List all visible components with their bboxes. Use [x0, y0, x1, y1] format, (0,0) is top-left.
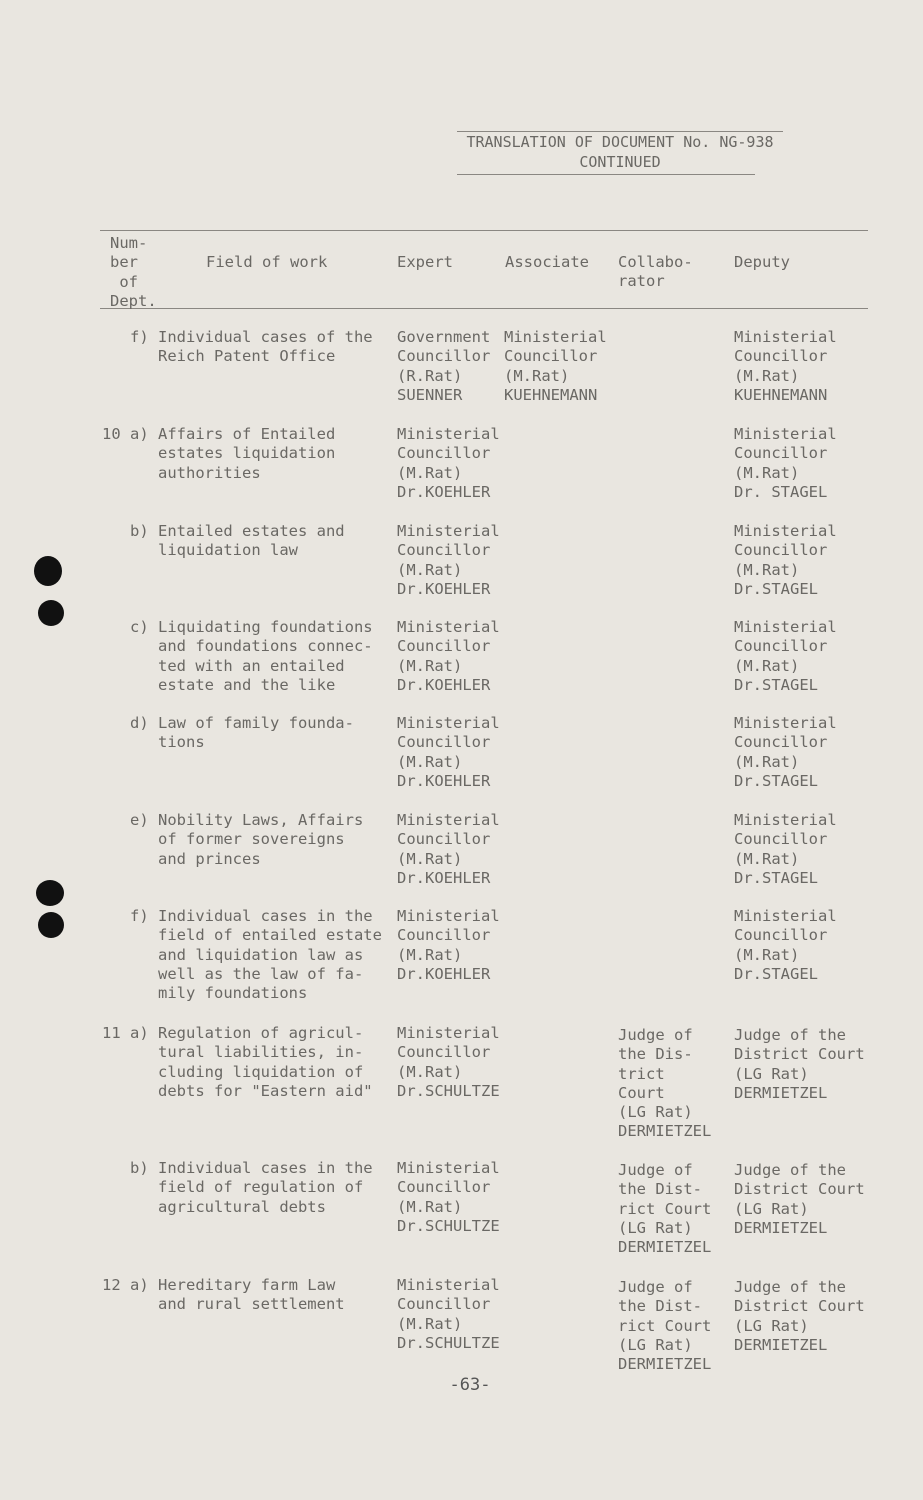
table-rule-top — [100, 230, 868, 231]
row-number: 11 a) — [102, 1024, 149, 1042]
row-field: Hereditary farm Law and rural settlement — [158, 1276, 345, 1314]
row-number: d) — [130, 714, 149, 732]
row-deputy: Ministerial Councillor (M.Rat) Dr. STAGEL — [734, 425, 837, 501]
row-number: e) — [130, 811, 149, 829]
row-collaborator: Judge of the Dist- rict Court (LG Rat) DERMIETZEL — [618, 1161, 712, 1257]
row-deputy: Ministerial Councillor (M.Rat) Dr.STAGEL — [734, 618, 837, 694]
row-collaborator: Judge of the Dis- trict Court (LG Rat) DERMIETZEL — [618, 1026, 712, 1141]
row-expert: Ministerial Councillor (M.Rat) Dr.SCHULTZE — [397, 1276, 500, 1352]
row-field: Individual cases in the field of entailed estate and liquidation law as well as the law of fa- mily foundations — [158, 907, 382, 1003]
row-expert: Ministerial Councillor (M.Rat) Dr.SCHULTZE — [397, 1024, 500, 1100]
punch-hole — [38, 600, 64, 626]
row-number: b) — [130, 522, 149, 540]
row-deputy: Judge of the District Court (LG Rat) DERMIETZEL — [734, 1278, 865, 1354]
row-expert: Government Councillor (R.Rat) SUENNER — [397, 328, 491, 404]
punch-hole — [36, 880, 64, 906]
row-number: f) — [130, 907, 149, 925]
row-deputy: Judge of the District Court (LG Rat) DERMIETZEL — [734, 1026, 865, 1102]
row-collaborator: Judge of the Dist- rict Court (LG Rat) DERMIETZEL — [618, 1278, 712, 1374]
row-deputy: Ministerial Councillor (M.Rat) Dr.STAGEL — [734, 522, 837, 598]
row-field: Individual cases in the field of regulation of agricultural debts — [158, 1159, 373, 1216]
row-field: Liquidating foundations and foundations connec- ted with an entailed estate and the like — [158, 618, 373, 694]
row-associate: Ministerial Councillor (M.Rat) KUEHNEMANN — [504, 328, 607, 404]
punch-hole — [38, 912, 64, 938]
row-number: b) — [130, 1159, 149, 1177]
row-expert: Ministerial Councillor (M.Rat) Dr.KOEHLER — [397, 714, 500, 790]
row-field: Affairs of Entailed estates liquidation authorities — [158, 425, 336, 482]
column-associate: Associate — [505, 253, 589, 271]
row-deputy: Judge of the District Court (LG Rat) DERMIETZEL — [734, 1161, 865, 1237]
column-expert: Expert — [397, 253, 453, 271]
row-deputy: Ministerial Councillor (M.Rat) Dr.STAGEL — [734, 907, 837, 983]
row-deputy: Ministerial Councillor (M.Rat) Dr.STAGEL — [734, 714, 837, 790]
column-num-dept: Num- ber of Dept. — [110, 234, 157, 310]
row-field: Law of family founda- tions — [158, 714, 354, 752]
row-field: Nobility Laws, Affairs of former sovereigns and princes — [158, 811, 364, 868]
page-number: -63- — [449, 1375, 491, 1395]
header-rule-bottom — [457, 174, 755, 175]
column-deputy: Deputy — [734, 253, 790, 271]
row-number: 10 a) — [102, 425, 149, 443]
row-number: c) — [130, 618, 149, 636]
row-field: Entailed estates and liquidation law — [158, 522, 345, 560]
row-expert: Ministerial Councillor (M.Rat) Dr.KOEHLER — [397, 811, 500, 887]
row-number: 12 a) — [102, 1276, 149, 1294]
row-expert: Ministerial Councillor (M.Rat) Dr.KOEHLER — [397, 425, 500, 501]
header-subtitle: CONTINUED — [579, 153, 661, 171]
row-expert: Ministerial Councillor (M.Rat) Dr.KOEHLER — [397, 618, 500, 694]
row-expert: Ministerial Councillor (M.Rat) Dr.KOEHLER — [397, 907, 500, 983]
row-deputy: Ministerial Councillor (M.Rat) Dr.STAGEL — [734, 811, 837, 887]
row-deputy: Ministerial Councillor (M.Rat) KUEHNEMANN — [734, 328, 837, 404]
row-field: Regulation of agricul- tural liabilities, in- cluding liquidation of debts for "Eastern aid" — [158, 1024, 373, 1100]
row-field: Individual cases of the Reich Patent Office — [158, 328, 373, 366]
column-collaborator: Collabo- rator — [618, 253, 693, 291]
row-number: f) — [130, 328, 149, 346]
row-expert: Ministerial Councillor (M.Rat) Dr.SCHULTZE — [397, 1159, 500, 1235]
punch-hole — [34, 556, 62, 586]
column-field-of-work: Field of work — [206, 253, 328, 271]
header-title: TRANSLATION OF DOCUMENT No. NG-938 — [466, 133, 774, 151]
table-rule-header — [100, 308, 868, 309]
document-header — [455, 132, 785, 172]
row-expert: Ministerial Councillor (M.Rat) Dr.KOEHLER — [397, 522, 500, 598]
